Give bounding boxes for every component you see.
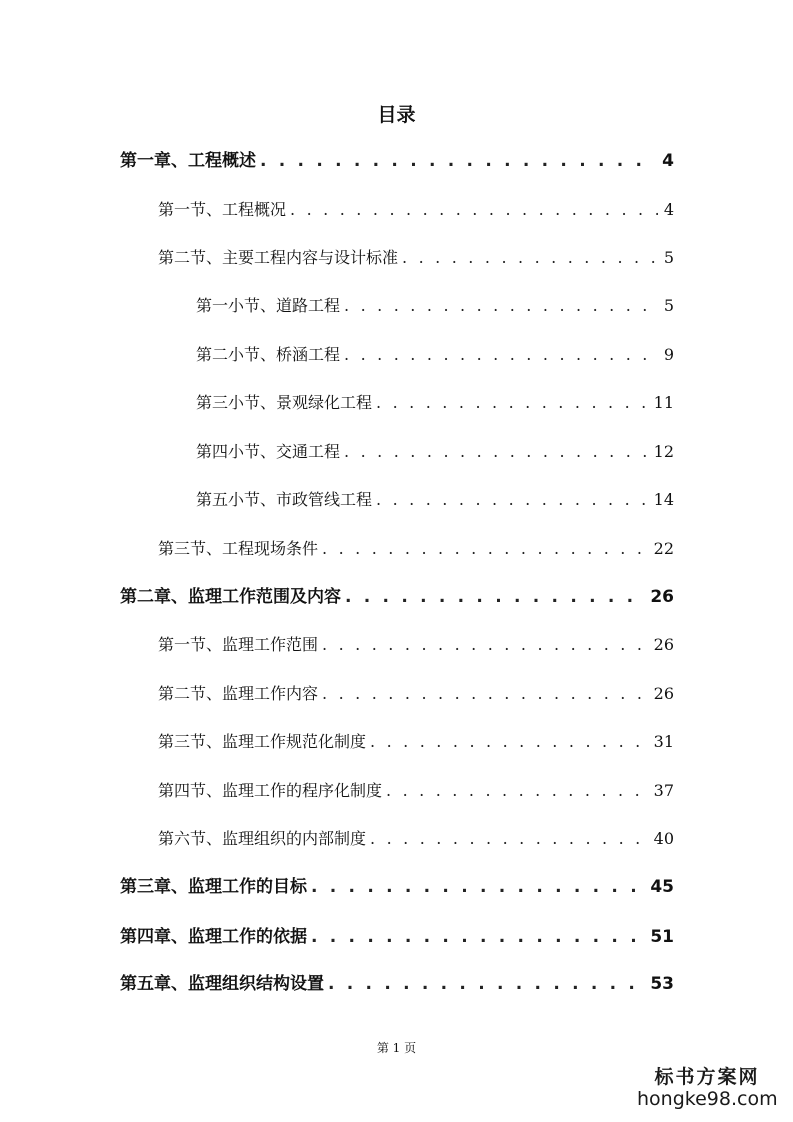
toc-page-number: 26 (653, 635, 674, 654)
toc-page-number: 22 (653, 539, 674, 558)
toc-entry[interactable] (120, 146, 674, 176)
toc-entry-text: 第二小节、桥涵工程 (196, 345, 341, 364)
toc-leader-dots (322, 534, 648, 564)
toc-entry-text: 第一节、工程概况 (158, 200, 287, 219)
toc-entry-text: 第一章、工程概述 (120, 151, 256, 171)
toc-entry-text: 第三节、监理工作规范化制度 (158, 732, 367, 751)
toc-leader-dots (386, 776, 648, 806)
toc-entry[interactable] (196, 437, 674, 467)
toc-entry[interactable] (120, 582, 674, 612)
toc-leader-dots (311, 872, 644, 902)
toc-page-number: 53 (650, 974, 674, 994)
toc-entry-text: 第一小节、道路工程 (196, 296, 341, 315)
toc-leader-dots (322, 630, 648, 660)
toc-page-number: 31 (653, 732, 674, 751)
toc-entry-text: 第四小节、交通工程 (196, 442, 341, 461)
toc-entry-text: 第二节、主要工程内容与设计标准 (158, 248, 399, 267)
toc-page-number: 45 (650, 877, 674, 897)
toc-entry[interactable] (158, 776, 674, 806)
toc-entry[interactable] (196, 485, 674, 515)
toc-page-number: 11 (653, 393, 674, 412)
toc-leader-dots (260, 146, 656, 176)
toc-entry-text: 第五章、监理组织结构设置 (120, 974, 324, 994)
toc-leader-dots (311, 922, 644, 952)
toc-entry[interactable] (158, 195, 674, 225)
toc-entry[interactable] (158, 243, 674, 273)
toc-page-number: 4 (663, 200, 674, 219)
toc-entry-text: 第三节、工程现场条件 (158, 539, 319, 558)
toc-entry[interactable] (120, 922, 674, 952)
toc-leader-dots (345, 582, 644, 612)
toc-entry-text: 第二节、监理工作内容 (158, 684, 319, 703)
toc-entry[interactable] (158, 824, 674, 854)
toc-leader-dots (370, 727, 648, 757)
toc-entry-text: 第四节、监理工作的程序化制度 (158, 781, 383, 800)
toc-entry[interactable] (196, 291, 674, 321)
page-footer: 第 1 页 (376, 1041, 417, 1055)
toc-leader-dots (376, 485, 648, 515)
toc-page-number: 5 (663, 248, 674, 267)
toc-entry-text: 第一节、监理工作范围 (158, 635, 319, 654)
toc-entry[interactable] (196, 388, 674, 418)
toc-page-number: 26 (650, 587, 674, 607)
toc-entry[interactable] (120, 969, 674, 999)
toc-page-number: 4 (662, 151, 674, 171)
toc-page-number: 14 (653, 490, 674, 509)
toc-entry-text: 第三章、监理工作的目标 (120, 877, 307, 897)
toc-leader-dots (322, 679, 648, 709)
toc-page-number: 37 (653, 781, 674, 800)
watermark-logo (637, 1066, 777, 1110)
toc-page-number: 51 (650, 927, 674, 947)
toc-title: 目录 (377, 104, 416, 126)
toc-page-number: 26 (653, 684, 674, 703)
toc-leader-dots (376, 388, 648, 418)
toc-page-number: 5 (663, 296, 674, 315)
toc-page-number: 12 (653, 442, 674, 461)
toc-page-number: 9 (663, 345, 674, 364)
toc-leader-dots (370, 824, 648, 854)
toc-leader-dots (344, 340, 658, 370)
toc-entry-text: 第五小节、市政管线工程 (196, 490, 373, 509)
toc-leader-dots (290, 195, 658, 225)
toc-entry[interactable] (158, 727, 674, 757)
watermark-url: hongke98.com (637, 1088, 778, 1110)
toc-leader-dots (328, 969, 644, 999)
toc-entry[interactable] (158, 630, 674, 660)
toc-leader-dots (344, 437, 648, 467)
toc-entry[interactable] (196, 340, 674, 370)
toc-entry-text: 第六节、监理组织的内部制度 (158, 829, 367, 848)
toc-entry-text: 第二章、监理工作范围及内容 (120, 587, 341, 607)
toc-entry[interactable] (158, 679, 674, 709)
toc-entry-text: 第四章、监理工作的依据 (120, 927, 307, 947)
toc-entry-text: 第三小节、景观绿化工程 (196, 393, 373, 412)
toc-entry[interactable] (158, 534, 674, 564)
toc-leader-dots (402, 243, 658, 273)
watermark-text: 标书方案网 (654, 1066, 760, 1088)
toc-page-number: 40 (653, 829, 674, 848)
toc-leader-dots (344, 291, 658, 321)
toc-entry[interactable] (120, 872, 674, 902)
